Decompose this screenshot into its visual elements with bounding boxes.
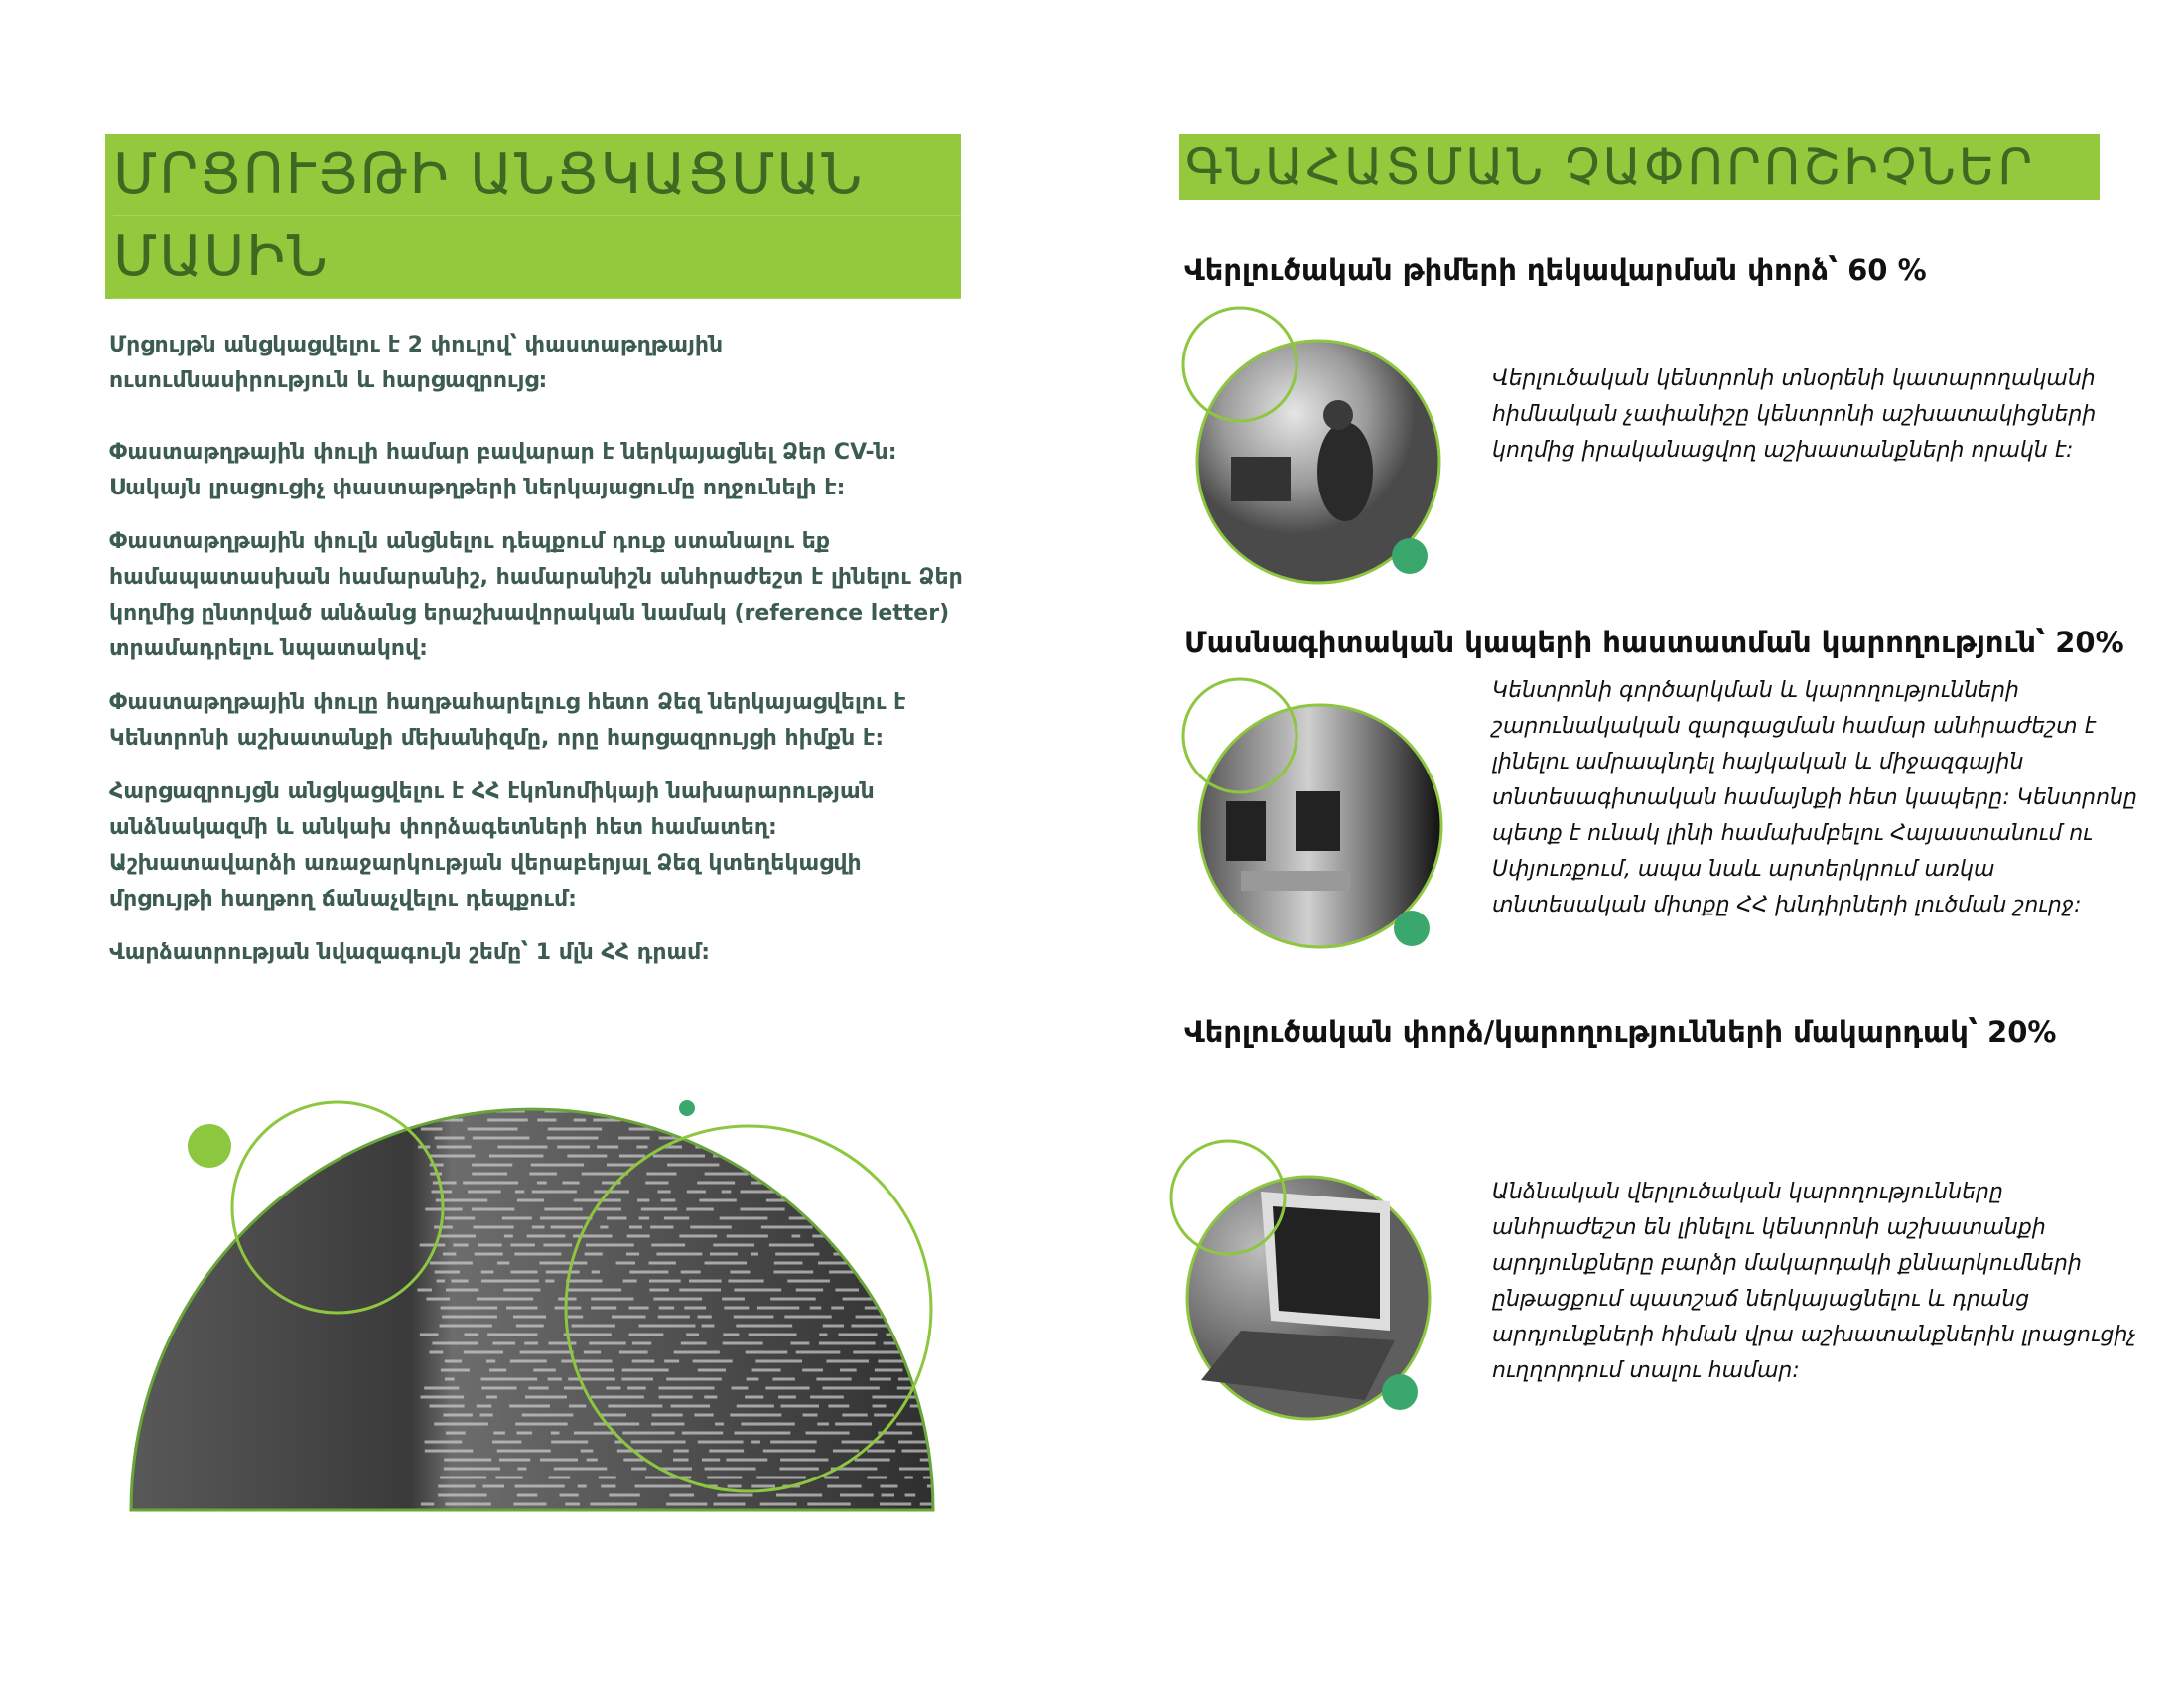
green-dot — [188, 1124, 231, 1168]
left-title-line-2: ՄԱՍԻՆ — [113, 216, 961, 299]
photo-laptop — [1161, 1132, 1439, 1430]
photo-office-worker — [1171, 298, 1449, 596]
left-title-line-1: ՄՐՑՈՒՅԹԻ ԱՆՑԿԱՑՄԱՆ — [113, 134, 961, 216]
paragraph-reference: Փաստաթղթային փուլն անցնելու դեպքում դուք ստանալու եք համապատասխան համարանիշ, համարանիշն անհրաժեշտ է լինելու Ձեր կողմից ընտրված անձանց երաշխավորական նամակ (reference letter) տրամադրելու նպատակով: — [109, 529, 963, 661]
criterion-3 — [1171, 1012, 2154, 1430]
paragraph-cv: Փաստաթղթային փուլի համար բավարար է ներկայացնել Ձեր CV-ն: Սակայն լրացուցիչ փաստաթղթերի ներկայացումը ողջունելի է: — [109, 440, 897, 500]
teal-dot — [679, 1100, 695, 1116]
photo-office-team — [1171, 662, 1449, 960]
criterion-heading-3: Վերլուծական փորձ/կարողությունների մակարդակ՝ 20% — [1184, 1015, 2057, 1049]
criterion-text-2: Կենտրոնի գործարկման և կարողությունների շարունակական զարգացման համար անհրաժեշտ է լինելու ամրապնդել հայկական և միջազգային տնտեսագիտական համայնքի հետ կապերը: Կենտրոնը պետք է ունակ լինի համախմբելու Հայաստանում ու Սփյուռքում, ապա նաև արտերկրում առկա տնտեսական միտքը ՀՀ խնդիրների լուծման շուրջ: — [1492, 678, 2137, 917]
right-section-title: ԳՆԱՀԱՏՄԱՆ ՉԱՓՈՐՈՇԻՉՆԵՐ — [1179, 134, 2100, 200]
criterion-1 — [1171, 250, 2154, 623]
code-image-decoration — [119, 1092, 953, 1519]
paragraph-stages: Մրցույթն անցկացվելու է 2 փուլով՝ փաստաթղթային ուսումնասիրություն և հարցազրույց: — [109, 333, 724, 393]
criterion-text-1: Վերլուծական կենտրոնի տնօրենի կատարողականի հիմնական չափանիշը կենտրոնի աշխատակիցների կողմից իրականացվող աշխատանքների որակն է: — [1492, 366, 2097, 463]
criterion-heading-1: Վերլուծական թիմերի ղեկավարման փորձ՝ 60 % — [1184, 253, 1927, 287]
paragraph-interview: Հարցազրույցն անցկացվելու է ՀՀ էկոնոմիկայի նախարարության անձնակազմի և անկախ փորձագետների հետ համատեղ: Աշխատավարձի առաջարկության վերաբերյալ Ձեզ կտեղեկացվի մրցույթի հաղթող ճանաչվելու դեպքում: — [109, 779, 875, 912]
criterion-text-3: Անձնական վերլուծական կարողությունները անհրաժեշտ են լինելու կենտրոնի աշխատանքի արդյունքները բարձր մակարդակի քննարկումների ընթացքում պատշաճ ներկայացնելու և դրանց արդյունքների հիման վրա աշխատանքներին լրացուցիչ ուղղորդում տալու համար: — [1492, 1180, 2137, 1383]
criteria-list — [1171, 250, 2154, 1430]
paragraph-salary: Վարձատրության նվազագույն շեմը՝ 1 մլն ՀՀ դրամ: — [109, 940, 711, 965]
criterion-heading-2: Մասնագիտական կապերի հաստատման կարողություն՝ 20% — [1184, 626, 2124, 659]
left-body-text — [109, 328, 963, 989]
paragraph-mechanism: Փաստաթղթային փուլը հաղթահարելուց հետո Ձեզ ներկայացվելու է Կենտրոնի աշխատանքի մեխանիզմը, որը հարցազրույցի հիմքն է: — [109, 690, 906, 751]
criterion-2 — [1171, 623, 2154, 1012]
left-section-title — [105, 134, 961, 299]
